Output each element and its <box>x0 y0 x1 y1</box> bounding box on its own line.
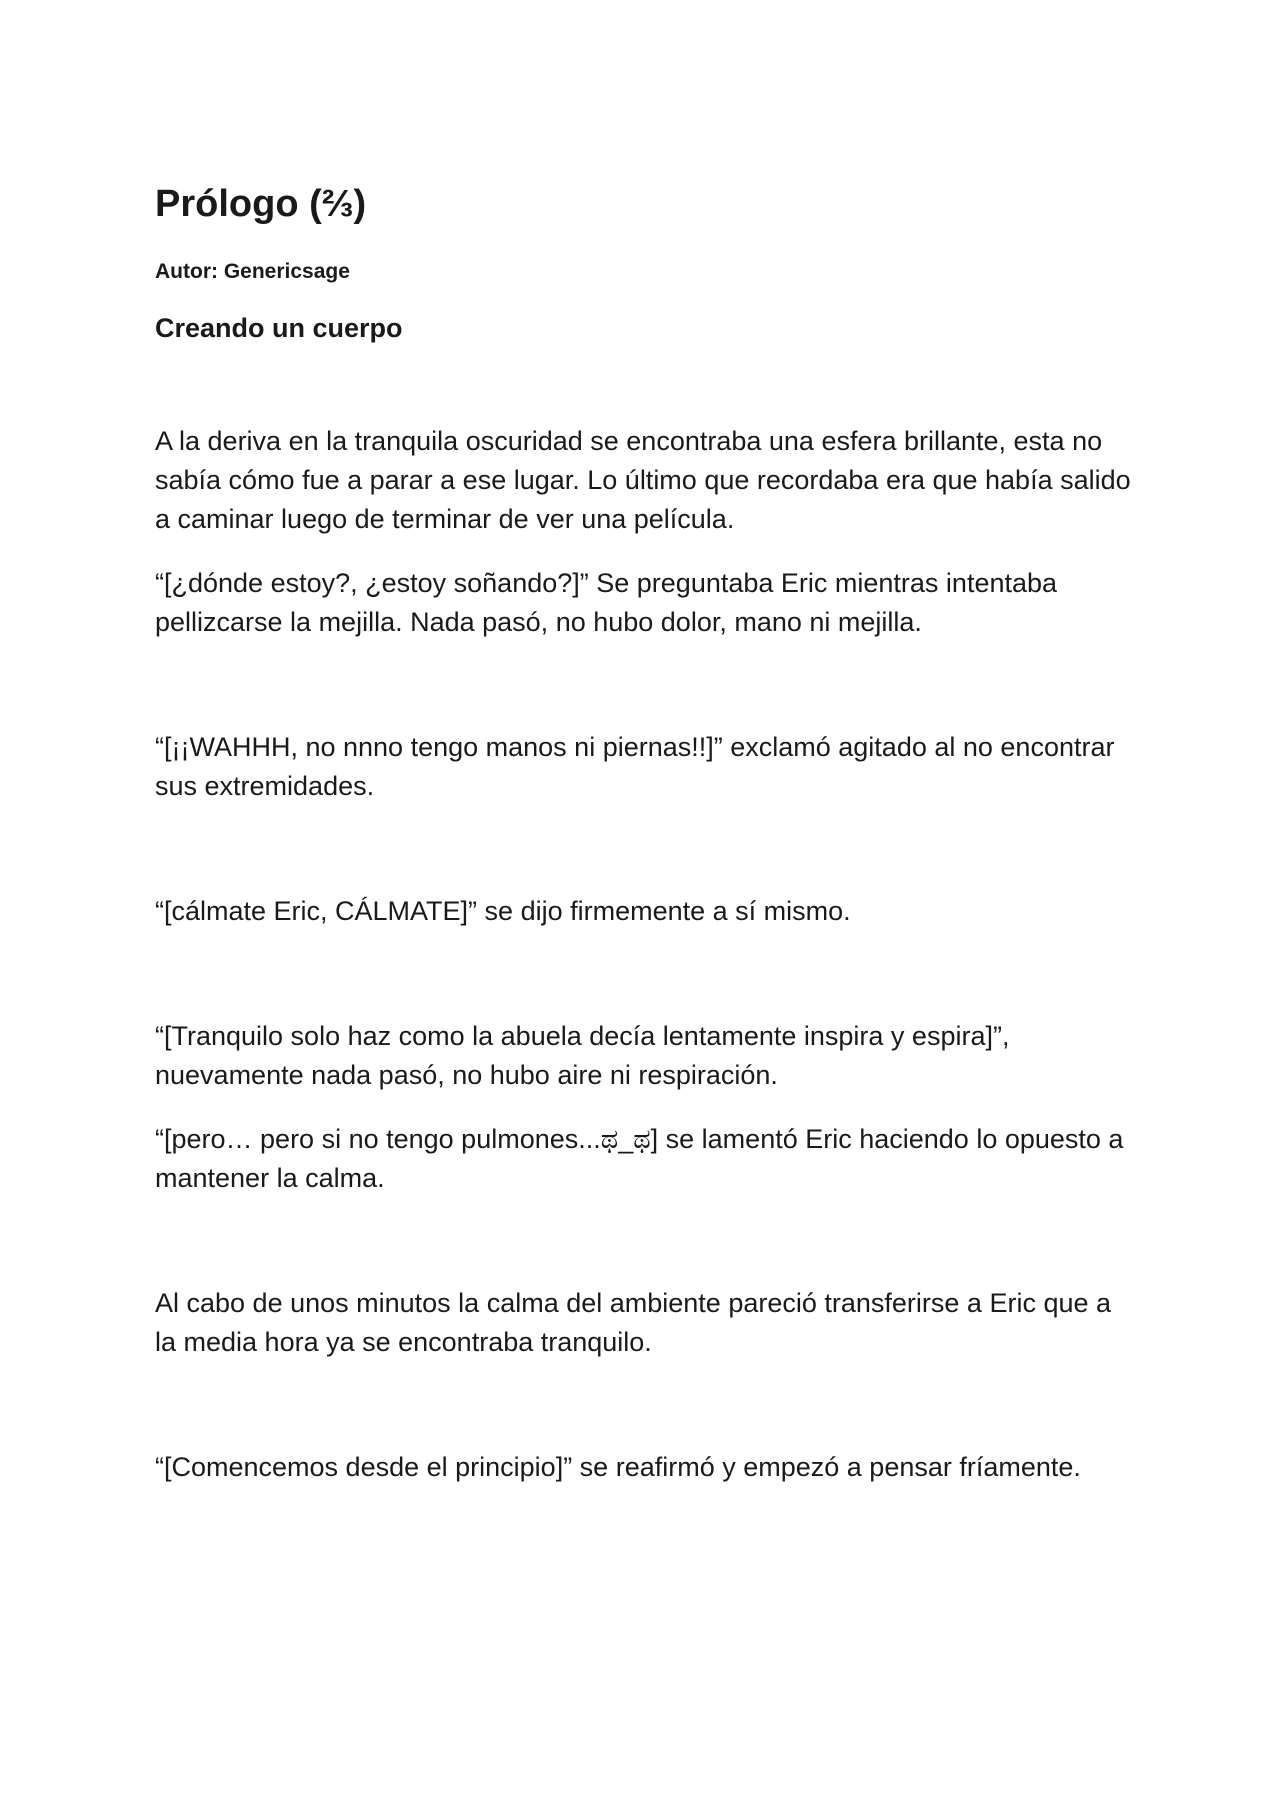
paragraph-4: “[cálmate Eric, CÁLMATE]” se dijo firmemente a sí mismo. <box>155 896 851 926</box>
paragraph-2: “[¿dónde estoy?, ¿estoy soñando?]” Se preguntaba Eric mientras intentaba pellizcarse la mejilla. Nada pasó, no hubo dolor, mano ni mejilla. <box>155 568 1058 637</box>
paragraph-6: “[pero… pero si no tengo pulmones...ಥ_ಥ] se lamentó Eric haciendo lo opuesto a mantener la calma. <box>155 1124 1124 1193</box>
chapter-subtitle: Creando un cuerpo <box>155 313 403 343</box>
chapter-title: Prólogo (⅔) <box>155 183 367 225</box>
document-content <box>155 178 1135 1487</box>
paragraph-1: A la deriva en la tranquila oscuridad se encontraba una esfera brillante, esta no sabía cómo fue a parar a ese lugar. Lo último que recordaba era que había salido a caminar luego de terminar de ver una película. <box>155 426 1131 534</box>
paragraph-5: “[Tranquilo solo haz como la abuela decía lentamente inspira y espira]”, nuevamente nada pasó, no hubo aire ni respiración. <box>155 1021 1010 1090</box>
paragraph-3: “[¡¡WAHHH, no nnno tengo manos ni piernas!!]” exclamó agitado al no encontrar sus extremidades. <box>155 732 1115 801</box>
author-line: Autor: Genericsage <box>155 260 350 283</box>
paragraph-7: Al cabo de unos minutos la calma del ambiente pareció transferirse a Eric que a la media hora ya se encontraba tranquilo. <box>155 1288 1112 1357</box>
paragraph-8: “[Comencemos desde el principio]” se reafirmó y empezó a pensar fríamente. <box>155 1452 1081 1482</box>
